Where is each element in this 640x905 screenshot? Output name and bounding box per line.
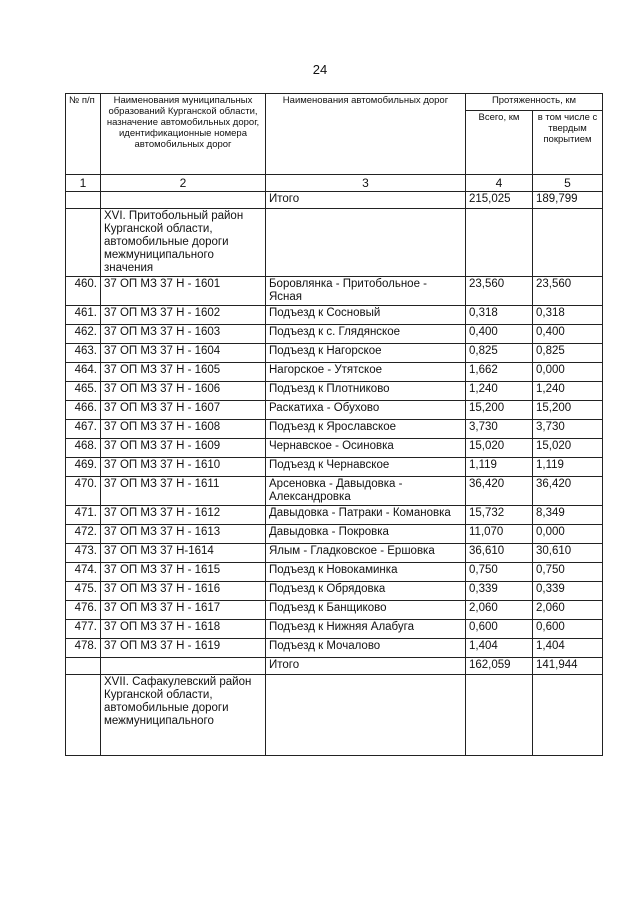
row-number: 463. (66, 344, 101, 363)
road-row (66, 306, 603, 325)
road-identifier: 37 ОП МЗ 37 Н - 1611 (101, 477, 266, 506)
header-number: № п/п (66, 94, 101, 175)
total-km-value: 215,025 (466, 192, 533, 209)
paved-km-value: 141,944 (533, 658, 603, 675)
total-km-value: 15,732 (466, 506, 533, 525)
road-identifier: 37 ОП МЗ 37 Н - 1608 (101, 420, 266, 439)
paved-km-value: 30,610 (533, 544, 603, 563)
total-km-value: 0,339 (466, 582, 533, 601)
row-number: 473. (66, 544, 101, 563)
row-number: 468. (66, 439, 101, 458)
row-number: 466. (66, 401, 101, 420)
road-row (66, 563, 603, 582)
empty-cell (101, 658, 266, 675)
paved-km-value: 3,730 (533, 420, 603, 439)
road-identifier: 37 ОП МЗ 37 Н - 1603 (101, 325, 266, 344)
road-name: Раскатиха - Обухово (266, 401, 466, 420)
section-title: XVII. Сафакулевский район Курганской области, автомобильные дороги межмуниципального (101, 675, 266, 756)
total-km-value: 1,240 (466, 382, 533, 401)
road-name: Подъезд к Ярославское (266, 420, 466, 439)
roads-table (65, 93, 603, 756)
row-number: 474. (66, 563, 101, 582)
row-number: 467. (66, 420, 101, 439)
paved-km-value: 0,600 (533, 620, 603, 639)
road-name: Подъезд к Банщиково (266, 601, 466, 620)
road-identifier: 37 ОП МЗ 37 Н - 1615 (101, 563, 266, 582)
row-number: 476. (66, 601, 101, 620)
road-row (66, 458, 603, 477)
row-number: 477. (66, 620, 101, 639)
paved-km-value: 2,060 (533, 601, 603, 620)
paved-km-value: 23,560 (533, 277, 603, 306)
road-name: Подъезд к Нижняя Алабуга (266, 620, 466, 639)
road-row (66, 277, 603, 306)
paved-km-value: 0,400 (533, 325, 603, 344)
road-name: Подъезд к Новокаминка (266, 563, 466, 582)
road-row (66, 544, 603, 563)
total-km-value: 36,420 (466, 477, 533, 506)
road-name: Подъезд к Мочалово (266, 639, 466, 658)
road-identifier: 37 ОП МЗ 37 Н - 1613 (101, 525, 266, 544)
empty-cell (533, 675, 603, 756)
empty-cell (66, 192, 101, 209)
road-row (66, 582, 603, 601)
paved-km-value: 0,750 (533, 563, 603, 582)
road-identifier: 37 ОП МЗ 37 Н - 1617 (101, 601, 266, 620)
row-number: 472. (66, 525, 101, 544)
header-length: Протяженность, км (466, 94, 603, 111)
column-number: 5 (533, 175, 603, 192)
row-number: 478. (66, 639, 101, 658)
road-row (66, 601, 603, 620)
paved-km-value: 15,020 (533, 439, 603, 458)
road-name: Чернавское - Осиновка (266, 439, 466, 458)
row-number: 464. (66, 363, 101, 382)
section-total-row (66, 658, 603, 675)
total-label: Итого (266, 658, 466, 675)
road-identifier: 37 ОП МЗ 37 Н - 1604 (101, 344, 266, 363)
road-name: Давыдовка - Покровка (266, 525, 466, 544)
road-row (66, 382, 603, 401)
road-name: Подъезд к Сосновый (266, 306, 466, 325)
road-row (66, 401, 603, 420)
road-row (66, 477, 603, 506)
paved-km-value: 0,318 (533, 306, 603, 325)
empty-cell (466, 675, 533, 756)
total-km-value: 0,318 (466, 306, 533, 325)
road-identifier: 37 ОП МЗ 37 Н - 1618 (101, 620, 266, 639)
road-name: Подъезд к Плотниково (266, 382, 466, 401)
total-km-value: 15,200 (466, 401, 533, 420)
road-identifier: 37 ОП МЗ 37 Н - 1601 (101, 277, 266, 306)
header-road-name: Наименования автомобильных дорог (266, 94, 466, 175)
header-total-km: Всего, км (466, 111, 533, 175)
total-km-value: 15,020 (466, 439, 533, 458)
column-number-row (66, 175, 603, 192)
road-identifier: 37 ОП МЗ 37 Н - 1606 (101, 382, 266, 401)
paved-km-value: 15,200 (533, 401, 603, 420)
total-km-value: 0,400 (466, 325, 533, 344)
row-number: 461. (66, 306, 101, 325)
header-paved-km: в том числе с твердым покрытием (533, 111, 603, 175)
road-identifier: 37 ОП МЗ 37 Н-1614 (101, 544, 266, 563)
row-number: 469. (66, 458, 101, 477)
road-identifier: 37 ОП МЗ 37 Н - 1607 (101, 401, 266, 420)
paved-km-value: 0,000 (533, 525, 603, 544)
total-km-value: 1,404 (466, 639, 533, 658)
total-km-value: 23,560 (466, 277, 533, 306)
empty-cell (466, 209, 533, 277)
row-number: 460. (66, 277, 101, 306)
empty-cell (66, 658, 101, 675)
road-name: Подъезд к с. Глядянское (266, 325, 466, 344)
empty-cell (266, 675, 466, 756)
road-row (66, 325, 603, 344)
row-number: 471. (66, 506, 101, 525)
empty-cell (266, 209, 466, 277)
road-identifier: 37 ОП МЗ 37 Н - 1602 (101, 306, 266, 325)
paved-km-value: 0,339 (533, 582, 603, 601)
section-header-row (66, 209, 603, 277)
total-km-value: 1,662 (466, 363, 533, 382)
total-km-value: 1,119 (466, 458, 533, 477)
paved-km-value: 8,349 (533, 506, 603, 525)
road-name: Боровлянка - Притобольное - Ясная (266, 277, 466, 306)
road-identifier: 37 ОП МЗ 37 Н - 1612 (101, 506, 266, 525)
section-title: XVI. Притобольный район Курганской области, автомобильные дороги межмуниципального значения (101, 209, 266, 277)
road-row (66, 344, 603, 363)
road-identifier: 37 ОП МЗ 37 Н - 1605 (101, 363, 266, 382)
road-identifier: 37 ОП МЗ 37 Н - 1616 (101, 582, 266, 601)
total-km-value: 0,600 (466, 620, 533, 639)
road-identifier: 37 ОП МЗ 37 Н - 1619 (101, 639, 266, 658)
road-row (66, 363, 603, 382)
total-km-value: 36,610 (466, 544, 533, 563)
road-row (66, 525, 603, 544)
paved-km-value: 0,000 (533, 363, 603, 382)
paved-km-value: 1,404 (533, 639, 603, 658)
paved-km-value: 36,420 (533, 477, 603, 506)
section-header-row (66, 675, 603, 756)
paved-km-value: 0,825 (533, 344, 603, 363)
header-municipality: Наименования муниципальных образований Курганской области, назначение автомобильных дорог, идентификационные номера автомобильных дорог (101, 94, 266, 175)
row-number: 470. (66, 477, 101, 506)
road-identifier: 37 ОП МЗ 37 Н - 1609 (101, 439, 266, 458)
header-row (66, 94, 603, 111)
road-row (66, 439, 603, 458)
road-name: Нагорское - Утятское (266, 363, 466, 382)
paved-km-value: 1,119 (533, 458, 603, 477)
paved-km-value: 1,240 (533, 382, 603, 401)
column-number: 1 (66, 175, 101, 192)
road-row (66, 620, 603, 639)
row-number: 465. (66, 382, 101, 401)
row-number: 462. (66, 325, 101, 344)
total-km-value: 0,825 (466, 344, 533, 363)
total-km-value: 11,070 (466, 525, 533, 544)
total-km-value: 0,750 (466, 563, 533, 582)
road-row (66, 639, 603, 658)
total-km-value: 3,730 (466, 420, 533, 439)
empty-cell (101, 192, 266, 209)
page-number: 24 (312, 62, 328, 77)
road-name: Подъезд к Нагорское (266, 344, 466, 363)
empty-cell (66, 209, 101, 277)
road-identifier: 37 ОП МЗ 37 Н - 1610 (101, 458, 266, 477)
road-row (66, 420, 603, 439)
column-number: 2 (101, 175, 266, 192)
road-name: Ялым - Гладковское - Ершовка (266, 544, 466, 563)
column-number: 4 (466, 175, 533, 192)
road-name: Подъезд к Чернавское (266, 458, 466, 477)
column-number: 3 (266, 175, 466, 192)
empty-cell (533, 209, 603, 277)
total-label: Итого (266, 192, 466, 209)
previous-total-row (66, 192, 603, 209)
road-name: Давыдовка - Патраки - Комановка (266, 506, 466, 525)
road-name: Подъезд к Обрядовка (266, 582, 466, 601)
row-number: 475. (66, 582, 101, 601)
total-km-value: 162,059 (466, 658, 533, 675)
paved-km-value: 189,799 (533, 192, 603, 209)
total-km-value: 2,060 (466, 601, 533, 620)
empty-cell (66, 675, 101, 756)
road-name: Арсеновка - Давыдовка - Александровка (266, 477, 466, 506)
road-row (66, 506, 603, 525)
